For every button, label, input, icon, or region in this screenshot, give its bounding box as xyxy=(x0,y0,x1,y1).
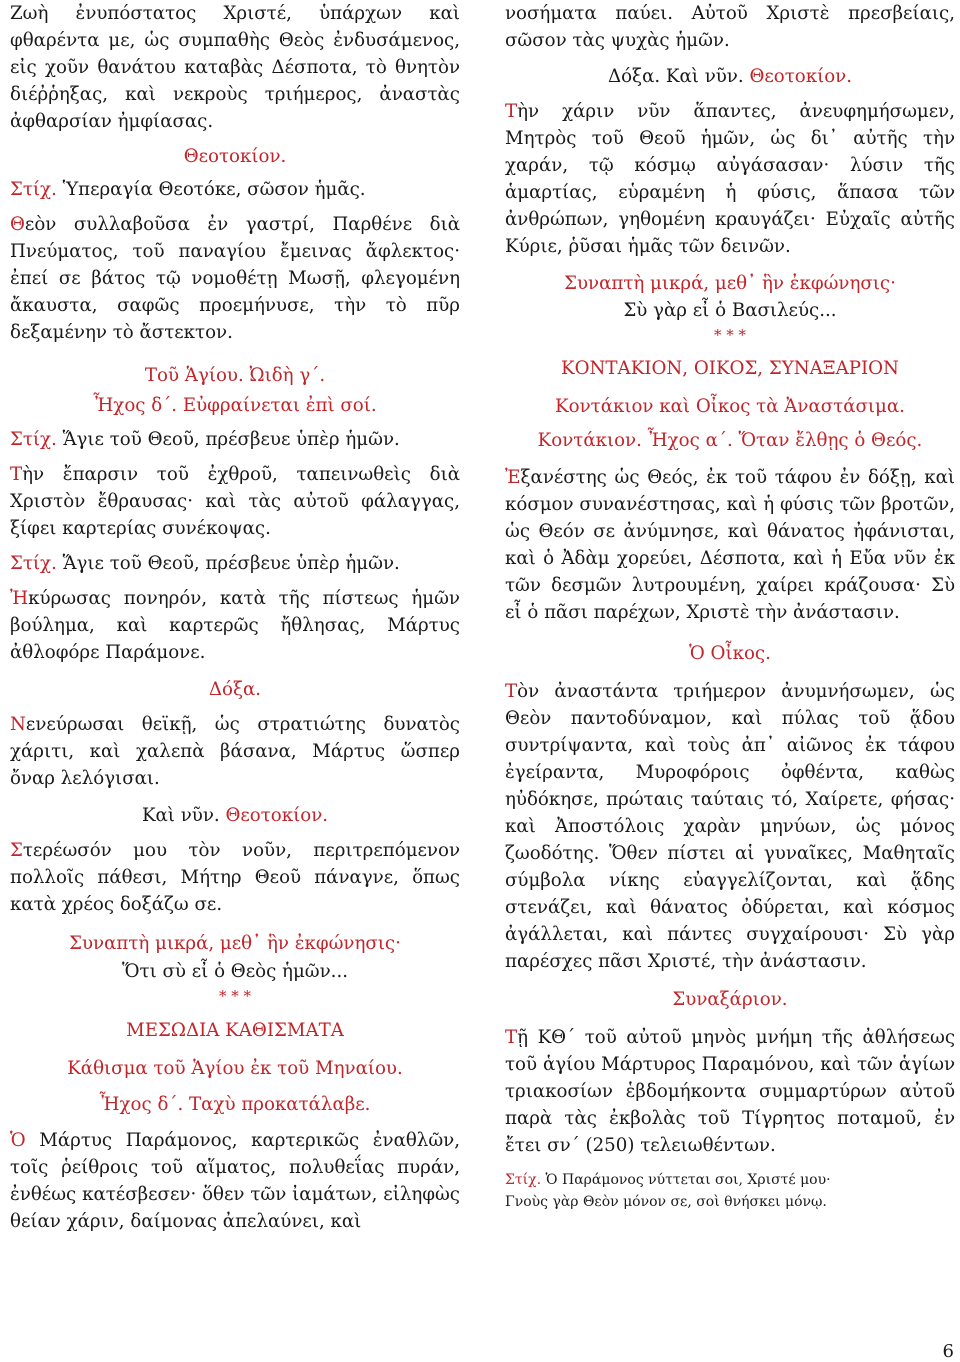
kai-nyn-heading xyxy=(10,802,460,829)
synaxarion-heading: Συναξάριον. xyxy=(672,989,788,1010)
ekfonisis-line: Ὅτι σὺ εἶ ὁ Θεὸς ἡμῶν... xyxy=(121,961,349,982)
verse-line xyxy=(10,176,460,203)
drop-initial: Ν xyxy=(10,714,26,735)
verse-line xyxy=(10,550,460,577)
hymn-text: Μάρτυς Παράμονος, καρτερικῶς ἐναθλῶν, τοῖς ῥείθροις τοῦ αἵματος, πολυθεΐας πυράν, ἐνθέως κατέσβεσεν· ὅθεν τῶν ἰαμάτων, εἰληφὼς θείαν χάριν, δαίμονας ἀπελαύνει, καὶ xyxy=(10,1130,460,1232)
verse-label: Στίχ. xyxy=(10,179,57,200)
section-heading: ΜΕΣΩΔΙΑ ΚΑΘΙΣΜΑΤΑ xyxy=(126,1020,344,1041)
hymn-paragraph xyxy=(10,837,460,918)
verse-label: Στίχ. xyxy=(10,429,57,450)
hymn-text: ωὴ ἐνυπόστατος Χριστέ, ὑπάρχων καὶ φθαρέντα με, ὡς συμπαθὴς Θεὸς ἐνδυσάμενος, εἰς χοῦν θανάτου καταβὰς Δέσποτα, τὸ θνητὸν διέῤῥηξας, καὶ νεκροὺς τριήμερος, ἀναστὰς ἀφθαρσίαν ἠμφίασας. xyxy=(10,3,460,132)
hymn-paragraph xyxy=(10,0,460,135)
drop-initial: Θ xyxy=(10,214,25,235)
hymn-text: κύρωσας πονηρόν, κατὰ τῆς πίστεως ἡμῶν βούλημα, καὶ καρτερῶς ἤθλησας, Μάρτυς ἀθλοφόρε Παράμονε. xyxy=(10,588,460,663)
theotokion-label: Θεοτοκίον. xyxy=(225,805,329,826)
stars-divider: * * * xyxy=(218,987,252,1005)
drop-initial: Τ xyxy=(10,464,23,485)
synaxarion-text: ῇ ΚΘ΄ τοῦ αὐτοῦ μηνὸς μνήμη τῆς ἀθλήσεως τοῦ ἁγίου Μάρτυρος Παραμόνου, καὶ τῶν ἁγίων τριακοσίων ἑβδομήκοντα συμμαρτύρων αὐτοῦ παρὰ τὰς ἐκβολὰς τοῦ Τίγρητος ποταμοῦ, ἐν ἔτει σν΄ (250) τελειωθέντων. xyxy=(505,1027,955,1156)
doxa-label: Δόξα. Καὶ νῦν. xyxy=(607,66,750,87)
verse-label: Στίχ. xyxy=(505,1172,542,1188)
hymn-paragraph xyxy=(10,461,460,542)
hymn-text: ὸν ἀναστάντα τριήμερον ἀνυμνήσωμεν, ὡς Θεὸν παντοδύναμον, καὶ πύλας τοῦ ᾅδου συντρίψαντα, καὶ τοὺς ἀπ᾿ αἰῶνος ἐκ τάφου ἐγείραντα, Μυροφόροις ὀφθέντα, καθὼς ηὐδόκησε, πρώταις ταύταις τό, Χαίρετε, φήσας· καὶ Ἀποστόλοις χαρὰν μηνύων, ὡς μόνος ζωοδότης. Ὅθεν πίστει αἱ γυναῖκες, Μαθηταῖς σύμβολα νίκης εὐαγγελίζονται, καὶ ᾅδης στενάζει, καὶ θάνατος ὀδύρεται, καὶ κόσμος ἀγάλλεται, καὶ πάντες συγχαίρουσι· Σὺ γὰρ παρέσχες πᾶσι Χριστέ, τὴν ἀνάστασιν. xyxy=(505,681,955,972)
verse-text: Ἅγιε τοῦ Θεοῦ, πρέσβευε ὑπὲρ ἡμῶν. xyxy=(56,553,400,574)
hymn-text: εὸν συλλαβοῦσα ἐν γαστρί, Παρθένε διὰ Πνεύματος, τοῦ παναγίου ἔμεινας ἄφλεκτος· ἐπεί σε βάτος τῷ νομοθέτῃ Μωσῇ, φλεγομένη ἄκαυστα, σαφῶς προεμήνυσε, τὴν τὸ πῦρ δεξαμένην τὸ ἄστεκτον. xyxy=(10,214,460,343)
left-column xyxy=(10,0,460,1235)
echos-heading: Ἦχος δ΄. Ταχὺ προκατάλαβε. xyxy=(99,1094,371,1115)
hymn-paragraph xyxy=(10,585,460,666)
kai-nyn-label: Καὶ νῦν. xyxy=(141,805,226,826)
drop-initial: Τ xyxy=(505,681,518,702)
verse-text: Ὑπεραγία Θεοτόκε, σῶσον ἡμᾶς. xyxy=(56,179,366,200)
verse-text: Ἅγιε τοῦ Θεοῦ, πρέσβευε ὑπὲρ ἡμῶν. xyxy=(56,429,400,450)
drop-initial: Τ xyxy=(505,101,518,122)
hymn-text: ὴν χάριν νῦν ἅπαντες, ἀνευφημήσωμεν, Μητρὸς τοῦ Θεοῦ ἡμῶν, ὡς δι᾿ αὐτῆς τὴν χαράν, τῷ κόσμῳ αὐγάσασαν· λύσιν τῆς ἁμαρτίας, εὑραμένη ἡ φύσις, ἅπασα τῶν ἀνθρώπων, γηθομένη κραυγάζει· Εὐχαῖς αὐτῆς Κύριε, ῥῦσαι ἡμᾶς τῶν δεινῶν. xyxy=(505,101,955,257)
hymn-paragraph xyxy=(505,98,955,260)
echos-heading: Ἦχος δ΄. Εὐφραίνεται ἐπὶ σοί. xyxy=(93,395,377,416)
drop-initial: Ζ xyxy=(10,3,23,24)
page-number: 6 xyxy=(942,1341,954,1362)
synapti-heading: Συναπτὴ μικρά, μεθ᾿ ἣν ἐκφώνησις· xyxy=(564,273,896,294)
theotokion-heading: Θεοτοκίον. xyxy=(183,146,287,167)
ekfonisis-line: Σὺ γὰρ εἶ ὁ Βασιλεύς... xyxy=(623,300,837,321)
section-heading: ΚΟΝΤΑΚΙΟΝ, ΟΙΚΟΣ, ΣΥΝΑΞΑΡΙΟΝ xyxy=(561,358,899,379)
drop-initial: Ὁ xyxy=(10,1130,26,1151)
kontakion-oikos-heading: Κοντάκιον καὶ Οἶκος τὰ Ἀναστάσιμα. xyxy=(555,396,905,417)
hymn-paragraph xyxy=(10,1127,460,1235)
verse-line xyxy=(505,1169,955,1191)
drop-initial: Σ xyxy=(10,840,23,861)
verse-label: Στίχ. xyxy=(10,553,57,574)
drop-initial: Ἐ xyxy=(505,467,521,488)
hymn-paragraph xyxy=(505,678,955,975)
verse-line xyxy=(10,426,460,453)
doxa-kai-nyn-heading xyxy=(505,63,955,90)
verse-line-continued: Γνοὺς γὰρ Θεὸν μόνον σε, σοὶ θνήσκει μόνῳ. xyxy=(505,1194,827,1210)
oikos-heading: Ὁ Οἶκος. xyxy=(689,643,771,664)
hymn-paragraph xyxy=(10,711,460,792)
synaxarion-paragraph xyxy=(505,1024,955,1159)
drop-initial: Ἠ xyxy=(10,588,29,609)
kontakion-heading: Κοντάκιον. Ἦχος α΄. Ὅταν ἔλθῃς ὁ Θεός. xyxy=(537,430,923,451)
stars-divider: * * * xyxy=(713,326,747,344)
verse-text: Ὁ Παράμονος νύττεται σοι, Χριστέ μου· xyxy=(541,1172,831,1188)
hymn-paragraph: νοσήματα παύει. Αὐτοῦ Χριστὲ πρεσβείαις, σῶσον τὰς ψυχὰς ἡμῶν. xyxy=(505,3,955,51)
synapti-heading: Συναπτὴ μικρά, μεθ᾿ ἣν ἐκφώνησις· xyxy=(69,933,401,954)
drop-initial: Τ xyxy=(505,1027,518,1048)
kathisma-heading: Κάθισμα τοῦ Ἁγίου ἐκ τοῦ Μηναίου. xyxy=(67,1058,403,1079)
hymn-paragraph xyxy=(505,464,955,626)
right-column xyxy=(505,0,955,1213)
hymn-text: ξανέστης ὡς Θεός, ἐκ τοῦ τάφου ἐν δόξῃ, καὶ κόσμον συνανέστησας, καὶ ἡ φύσις τῶν βροτῶν, ὡς Θεόν σε ἀνύμνησε, καὶ θάνατος ἠφάνισται, καὶ ὁ Ἀδὰμ χορεύει, Δέσποτα, καὶ ἡ Εὔα νῦν ἐκ τῶν δεσμῶν λυτρουμένη, χαίρει κράζουσα· Σὺ εἶ ὁ πᾶσι παρέχων, Χριστὲ τὴν ἀνάστασιν. xyxy=(505,467,955,623)
doxa-heading: Δόξα. xyxy=(208,679,262,700)
hymn-text: ὴν ἔπαρσιν τοῦ ἐχθροῦ, ταπεινωθεὶς διὰ Χριστὸν ἔθραυσας· καὶ τὰς αὐτοῦ φάλαγγας, ξίφει καρτερίας συνέκοψας. xyxy=(10,464,460,539)
ode-heading: Τοῦ Ἁγίου. Ὠιδὴ γ΄. xyxy=(144,365,326,386)
hymn-text: ενεύρωσαι θεϊκῇ, ὡς στρατιώτης δυνατὸς χάριτι, καὶ χαλεπὰ βάσανα, Μάρτυς ὥσπερ ὄναρ λελόγισαι. xyxy=(10,714,460,789)
hymn-text: τερέωσόν μου τὸν νοῦν, περιτρεπόμενον πολλοῖς πάθεσι, Μήτηρ Θεοῦ πάναγνε, ὅπως κατὰ χρέος δοξάζω σε. xyxy=(10,840,460,915)
theotokion-label: Θεοτοκίον. xyxy=(749,66,853,87)
hymn-paragraph xyxy=(10,211,460,346)
